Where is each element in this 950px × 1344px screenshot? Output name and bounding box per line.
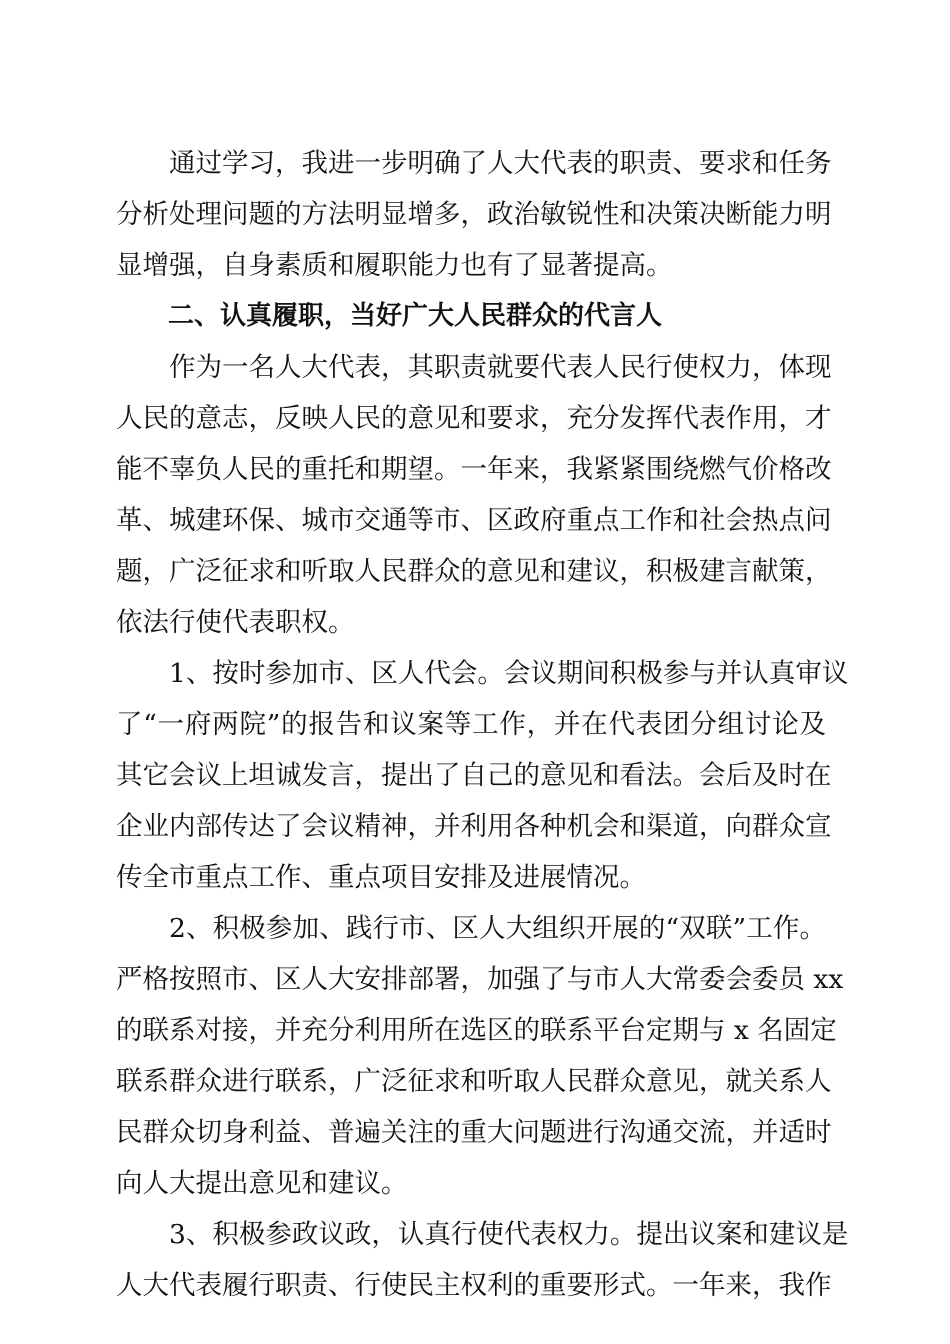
text-line: 显增强，自身素质和履职能力也有了显著提高。 <box>116 250 673 281</box>
paragraph-duty <box>116 342 832 648</box>
section-heading-text: 二、认真履职，当好广大人民群众的代言人 <box>168 301 663 331</box>
text-line: 2、积极参加、践行市、区人大组织开展的“双联”工作。 <box>169 913 826 944</box>
text-line: 严格按照市、区人大安排部署，加强了与市人大常委会委员 xx <box>116 964 844 995</box>
paragraph-item-3 <box>116 1209 849 1311</box>
text-line: 向人大提出意见和建议。 <box>116 1168 408 1199</box>
section-heading <box>116 291 826 342</box>
text-line: 传全市重点工作、重点项目安排及进展情况。 <box>116 862 646 893</box>
text-line: 题，广泛征求和听取人民群众的意见和建议，积极建言献策， <box>116 556 832 587</box>
text-line: 的联系对接，并充分利用所在选区的联系平台定期与 x 名固定 <box>116 1015 837 1046</box>
document-body <box>116 138 849 1311</box>
text-line: 企业内部传达了会议精神，并利用各种机会和渠道，向群众宣 <box>116 811 832 842</box>
text-line: 分析处理问题的方法明显增多，政治敏锐性和决策决断能力明 <box>116 199 832 230</box>
paragraph-item-1 <box>116 648 849 903</box>
text-line: 其它会议上坦诚发言，提出了自己的意见和看法。会后及时在 <box>116 760 832 791</box>
text-line: 人民的意志，反映人民的意见和要求，充分发挥代表作用，才 <box>116 403 832 434</box>
paragraph-study <box>116 138 832 291</box>
text-line: 了“一府两院”的报告和议案等工作，并在代表团分组讨论及 <box>116 709 826 740</box>
text-line: 民群众切身利益、普遍关注的重大问题进行沟通交流，并适时 <box>116 1117 832 1148</box>
text-line: 革、城建环保、城市交通等市、区政府重点工作和社会热点问 <box>116 505 832 536</box>
text-line: 作为一名人大代表，其职责就要代表人民行使权力，体现 <box>169 352 832 383</box>
paragraph-item-2 <box>116 903 844 1209</box>
text-line: 1、按时参加市、区人代会。会议期间积极参与并认真审议 <box>169 658 849 689</box>
text-line: 能不辜负人民的重托和期望。一年来，我紧紧围绕燃气价格改 <box>116 454 832 485</box>
text-line: 联系群众进行联系，广泛征求和听取人民群众意见，就关系人 <box>116 1066 832 1097</box>
text-line: 通过学习，我进一步明确了人大代表的职责、要求和任务 <box>169 148 832 179</box>
text-line: 3、积极参政议政，认真行使代表权力。提出议案和建议是 <box>169 1219 849 1250</box>
text-line: 人大代表履行职责、行使民主权利的重要形式。一年来，我作 <box>116 1270 832 1301</box>
text-line: 依法行使代表职权。 <box>116 607 355 638</box>
